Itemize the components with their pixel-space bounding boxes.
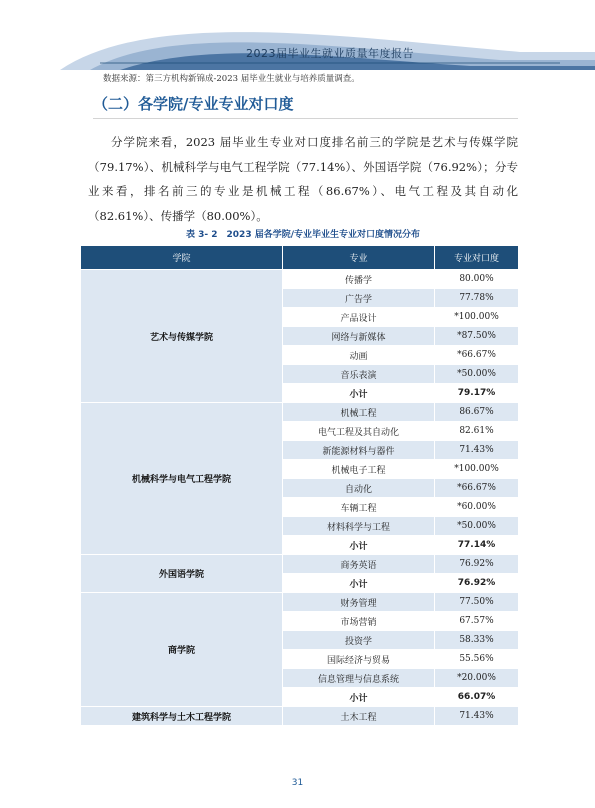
table-row [81,270,519,289]
table-row [81,555,519,574]
major-cell: 音乐表演 [283,365,435,384]
subtotal-rate-cell: 77.14% [435,536,519,555]
rate-cell: 80.00% [435,270,519,289]
rate-cell: *50.00% [435,517,519,536]
report-title: 2023届毕业生就业质量年度报告 [246,47,414,60]
table-header-row [81,246,519,270]
body-paragraph [88,130,518,228]
college-cell: 机械科学与电气工程学院 [81,403,283,555]
rate-cell: *50.00% [435,365,519,384]
table-body [81,270,519,726]
major-cell: 机械电子工程 [283,460,435,479]
rate-cell: 77.78% [435,289,519,308]
table-row [81,707,519,726]
major-cell: 新能源材料与器件 [283,441,435,460]
rate-cell: *60.00% [435,498,519,517]
subtotal-rate-cell: 66.07% [435,688,519,707]
major-match-table [80,245,519,726]
section-divider [93,118,518,119]
rate-cell: 82.61% [435,422,519,441]
major-cell: 产品设计 [283,308,435,327]
header-rate: 专业对口度 [435,246,519,270]
major-cell: 信息管理与信息系统 [283,669,435,688]
rate-cell: *100.00% [435,308,519,327]
college-cell: 建筑科学与土木工程学院 [81,707,283,726]
major-cell: 材料科学与工程 [283,517,435,536]
major-cell: 土木工程 [283,707,435,726]
paragraph-text: 分学院来看，2023 届毕业生专业对口度排名前三的学院是艺术与传媒学院（79.17%）、机械科学与电气工程学院（77.14%）、外国语学院（76.92%）；分专业来看，排名前三的专业是机械工程（86.67%）、电气工程及其自动化（82.61%）、传播学（80.00%）。 [88,135,518,223]
table-row [81,593,519,612]
major-cell: 动画 [283,346,435,365]
table-row [81,403,519,422]
section-heading: （二）各学院/专业专业对口度 [93,95,294,113]
rate-cell: *100.00% [435,460,519,479]
subtotal-rate-cell: 79.17% [435,384,519,403]
rate-cell: 77.50% [435,593,519,612]
table-caption: 表 3- 2 2023 届各学院/专业毕业生专业对口度情况分布 [186,230,420,240]
subtotal-label-cell: 小计 [283,536,435,555]
major-cell: 网络与新媒体 [283,327,435,346]
major-cell: 传播学 [283,270,435,289]
major-cell: 财务管理 [283,593,435,612]
college-cell: 外国语学院 [81,555,283,593]
rate-cell: 58.33% [435,631,519,650]
rate-cell: 71.43% [435,441,519,460]
header-major: 专业 [283,246,435,270]
rate-cell: 67.57% [435,612,519,631]
rate-cell: 76.92% [435,555,519,574]
major-cell: 商务英语 [283,555,435,574]
major-cell: 市场营销 [283,612,435,631]
college-cell: 艺术与传媒学院 [81,270,283,403]
major-cell: 车辆工程 [283,498,435,517]
data-source-note: 数据来源：第三方机构新锦成-2023 届毕业生就业与培养质量调查。 [103,74,360,84]
header-college: 学院 [81,246,283,270]
subtotal-label-cell: 小计 [283,384,435,403]
subtotal-rate-cell: 76.92% [435,574,519,593]
rate-cell: *20.00% [435,669,519,688]
major-cell: 广告学 [283,289,435,308]
rate-cell: *87.50% [435,327,519,346]
rate-cell: 71.43% [435,707,519,726]
college-cell: 商学院 [81,593,283,707]
major-cell: 自动化 [283,479,435,498]
rate-cell: 55.56% [435,650,519,669]
major-cell: 国际经济与贸易 [283,650,435,669]
rate-cell: *66.67% [435,346,519,365]
subtotal-label-cell: 小计 [283,574,435,593]
major-cell: 电气工程及其自动化 [283,422,435,441]
major-cell: 机械工程 [283,403,435,422]
page-number: 31 [291,778,304,788]
rate-cell: 86.67% [435,403,519,422]
subtotal-label-cell: 小计 [283,688,435,707]
major-cell: 投资学 [283,631,435,650]
rate-cell: *66.67% [435,479,519,498]
